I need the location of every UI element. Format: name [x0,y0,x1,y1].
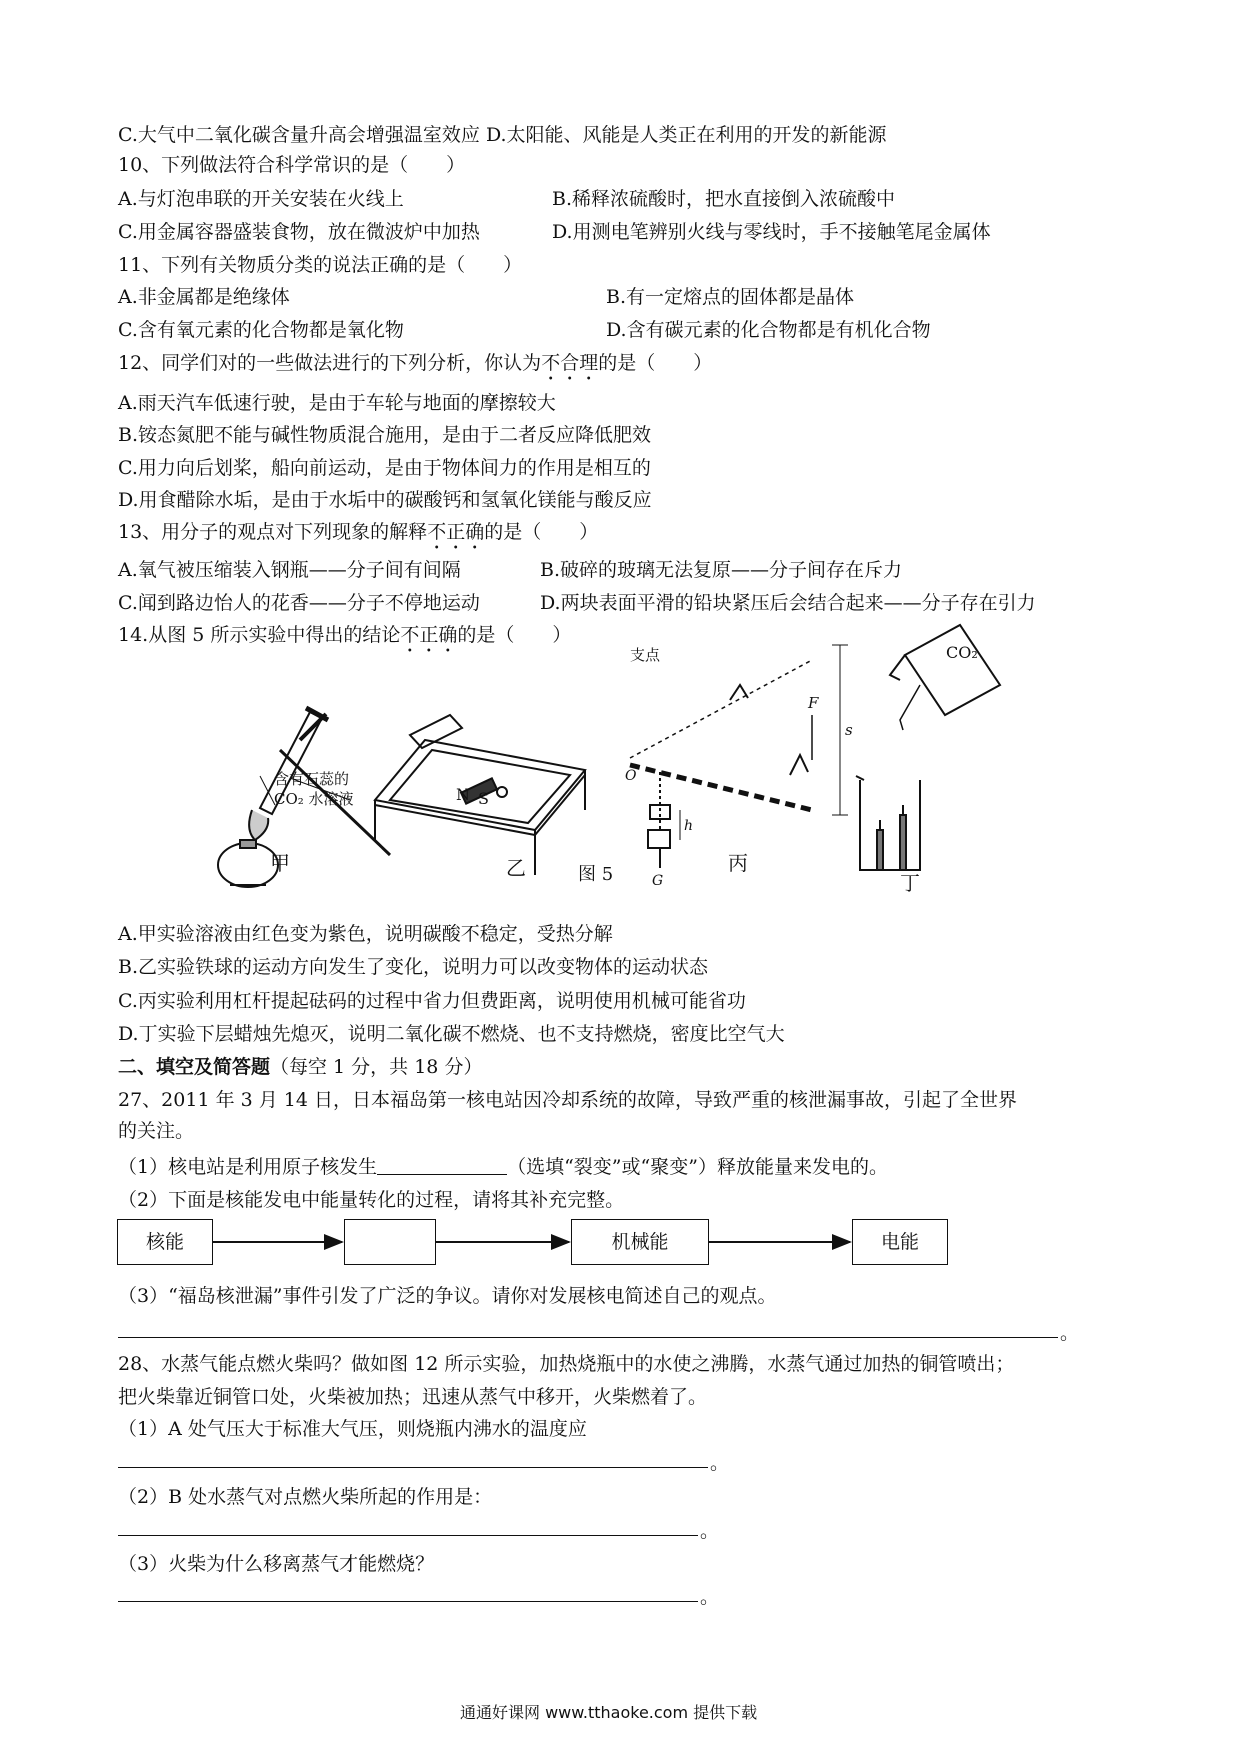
flow-box-electric: 电能 [852,1219,948,1265]
experiment-bing [630,645,848,868]
section-2-heading: 二、填空及简答题（每空 1 分，共 18 分） [118,1056,483,1078]
q12-option-c: C.用力向后划桨，船向前运动，是由于物体间力的作用是相互的 [118,457,651,479]
q28-part-2: （2）B 处水蒸气对点燃火柴所起的作用是： [118,1486,493,1508]
q12-option-b: B.铵态氮肥不能与碱性物质混合施用，是由于二者反应降低肥效 [118,424,652,446]
answer-line-q28-1 [118,1467,708,1468]
q28-stem-continued: 把火柴靠近铜管口处，火柴被加热；迅速从蒸气中移开，火柴燃着了。 [118,1386,708,1408]
q12-option-d: D.用食醋除水垢，是由于水垢中的碳酸钙和氢氧化镁能与酸反应 [118,489,652,511]
q14-option-a: A.甲实验溶液由红色变为紫色，说明碳酸不稳定，受热分解 [118,923,613,945]
period: 。 [710,1452,730,1474]
q13-stem: 13、用分子的观点对下列现象的解释不正确的是（ ） [118,521,599,543]
fulcrum-label: 支点 [630,646,661,664]
answer-line-q28-3 [118,1601,698,1602]
q14-option-d: D.丁实验下层蜡烛先熄灭，说明二氧化碳不燃烧、也不支持燃烧，密度比空气大 [118,1023,785,1045]
q27-stem: 27、2011 年 3 月 14 日，日本福岛第一核电站因冷却系统的故障，导致严重的核泄漏事故，引起了全世界 [118,1089,1017,1111]
q14-stem: 14.从图 5 所示实验中得出的结论不正确的是（ ） [118,624,572,646]
force-f-label: F [808,694,819,712]
q27-part-2: （2）下面是核能发电中能量转化的过程，请将其补充完整。 [118,1189,625,1211]
period: 。 [700,1586,720,1608]
solution-label-2: CO₂ 水溶液 [274,790,354,808]
q12-stem: 12、同学们对的一些做法进行的下列分析，你认为不合理的是（ ） [118,352,713,374]
period: 。 [700,1520,720,1542]
q11-option-c: C.含有氧元素的化合物都是氧化物 [118,319,404,341]
page-footer: 通通好课网 www.tthaoke.com 提供下载 [460,1703,758,1722]
flow-box-nuclear: 核能 [117,1219,213,1265]
period: 。 [1060,1322,1080,1344]
q10-option-c: C.用金属容器盛装食物，放在微波炉中加热 [118,221,480,243]
q14-option-c: C.丙实验利用杠杆提起砝码的过程中省力但费距离，说明使用机械可能省功 [118,990,746,1012]
figure-caption: 图 5 [578,864,614,885]
fill-in-blank [377,1156,507,1175]
solution-label-1: 含有石蕊的 [274,770,350,788]
magnet-n-label: N [456,785,470,804]
q13-option-b: B.破碎的玻璃无法复原——分子间存在斥力 [540,559,903,581]
q9-option-c-d: C.大气中二氧化碳含量升高会增强温室效应 D.太阳能、风能是人类正在利用的开发的新能源 [118,124,887,146]
height-h-label: h [684,818,694,834]
figure-label-yi: 乙 [506,856,526,880]
q28-part-3: （3）火柴为什么移离蒸气才能燃烧？ [118,1553,435,1575]
q11-option-a: A.非金属都是绝缘体 [118,286,290,308]
q12-option-a: A.雨天汽车低速行驶，是由于车轮与地面的摩擦较大 [118,392,556,414]
answer-line-q28-2 [118,1535,698,1536]
q10-option-b: B.稀释浓硫酸时，把水直接倒入浓硫酸中 [552,188,896,210]
q11-stem: 11、下列有关物质分类的说法正确的是（ ） [118,254,523,276]
weight-g-label: G [652,873,664,889]
q14-option-b: B.乙实验铁球的运动方向发生了变化，说明力可以改变物体的运动状态 [118,956,709,978]
answer-line-q27-3 [118,1337,1058,1338]
q27-part-1: （1）核电站是利用原子核发生 （选填“裂变”或“聚变”）释放能量来发电的。 [118,1156,888,1178]
magnet-s-label: S [478,789,489,808]
q13-option-a: A.氧气被压缩装入钢瓶——分子间有间隔 [118,559,461,581]
q10-option-a: A.与灯泡串联的开关安装在火线上 [118,188,404,210]
pivot-o-label: O [625,768,637,784]
distance-s-label: s [845,721,853,739]
figure-label-bing: 丙 [728,851,748,875]
q28-part-1: （1）A 处气压大于标准大气压，则烧瓶内沸水的温度应 [118,1418,587,1440]
q11-option-d: D.含有碳元素的化合物都是有机化合物 [606,319,931,341]
co2-bottle-label: CO₂ [946,643,978,662]
q10-option-d: D.用测电笔辨别火线与零线时，手不接触笔尾金属体 [552,221,991,243]
q13-option-d: D.两块表面平滑的铅块紧压后会结合起来——分子存在引力 [540,592,1036,614]
figure-label-jia: 甲 [270,851,290,875]
q28-stem: 28、水蒸气能点燃火柴吗？做如图 12 所示实验，加热烧瓶中的水使之沸腾，水蒸气通过加热的铜管喷出； [118,1353,1015,1375]
q13-option-c: C.闻到路边怡人的花香——分子不停地运动 [118,592,480,614]
flow-arrows [0,1230,1240,1254]
figure-5 [200,643,1080,895]
q27-stem-continued: 的关注。 [118,1120,195,1142]
q10-stem: 10、下列做法符合科学常识的是（ ） [118,154,466,176]
figure-label-ding: 丁 [900,871,920,895]
q11-option-b: B.有一定熔点的固体都是晶体 [606,286,855,308]
flow-box-mechanical: 机械能 [571,1219,709,1265]
q27-part-3: （3）“福岛核泄漏”事件引发了广泛的争议。请你对发展核电简述自己的观点。 [118,1285,777,1307]
experiment-ding [856,625,1000,870]
